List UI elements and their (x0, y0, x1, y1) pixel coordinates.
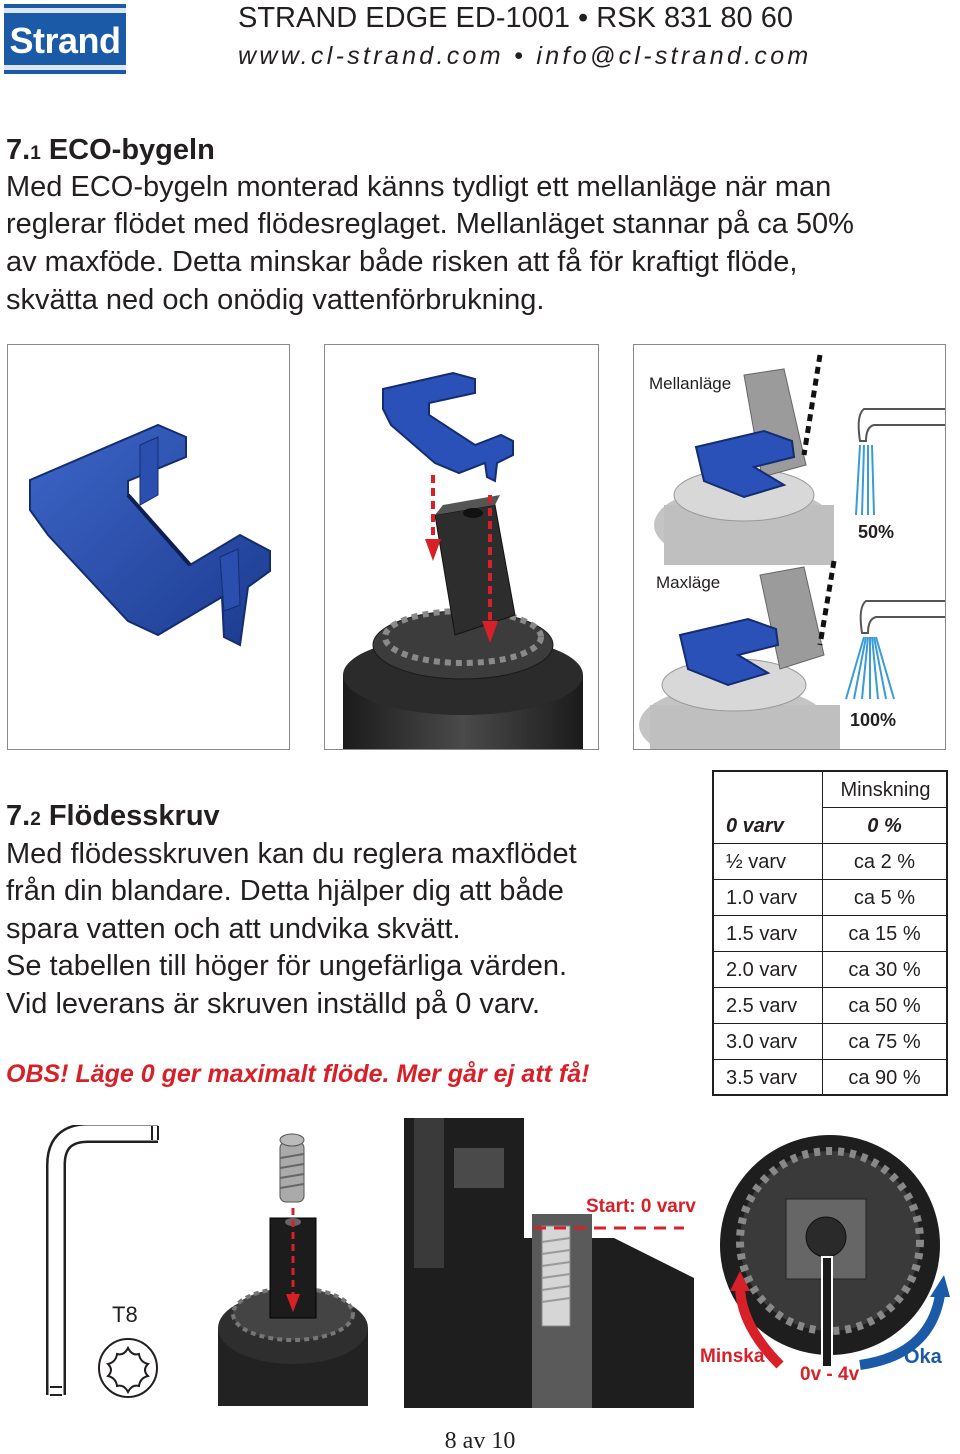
table-row: 3.5 varv ca 90 % (714, 1060, 946, 1096)
eco-clip-illustration (8, 345, 290, 750)
mid-position-percent: 50% (858, 522, 895, 542)
section-2-title: Flödesskruv (48, 800, 220, 832)
increase-label: Öka (904, 1346, 942, 1368)
section-2-line: Vid leverans är skruven inställd på 0 varv. (6, 988, 541, 1020)
obs-warning: OBS! Läge 0 ger maximalt flöde. Mer går ej att få! (6, 1060, 590, 1088)
section-1-title: ECO-bygeln (48, 134, 215, 166)
header-title: STRAND EDGE ED-1001 • RSK 831 80 60 (238, 2, 793, 34)
clip-insertion-image (324, 344, 599, 750)
eco-clip-image (7, 344, 290, 750)
position-comparison-image (633, 344, 946, 750)
position-comparison-illustration (634, 345, 946, 750)
page-number: 8 av 10 (444, 1428, 516, 1454)
section-1-heading: 7.1 ECO-bygeln (6, 134, 215, 166)
max-position-percent: 100% (850, 710, 897, 730)
section-1-line: reglerar flödet med flödesreglaget. Mellanläget stannar på ca 50% (6, 208, 854, 240)
table-header-reduction: Minskning (822, 772, 948, 808)
torx-icon (96, 1336, 160, 1400)
start-label: Start: 0 varv (586, 1196, 696, 1217)
max-position-label: Maxläge (656, 573, 721, 592)
strand-logo (4, 4, 126, 74)
table-row: 1.5 varv ca 15 % (714, 916, 946, 952)
section-2-line: från din blandare. Detta hjälper dig att både (6, 875, 564, 907)
section-2-heading: 7.2 Flödesskruv (6, 800, 220, 832)
cross-section-illustration (394, 1118, 694, 1408)
table-row: 1.0 varv ca 5 % (714, 880, 946, 916)
table-row: 2.5 varv ca 50 % (714, 988, 946, 1024)
range-label: 0v - 4v (800, 1364, 860, 1385)
flow-screw-illustration (218, 1128, 368, 1406)
section-1-line: av maxföde. Detta minskar både risken att få för kraftigt flöde, (6, 246, 798, 278)
decrease-label: Minska (700, 1346, 765, 1367)
logo-text: Strand (9, 20, 121, 61)
section-1-line: Med ECO-bygeln monterad känns tydligt ett mellanläge när man (6, 171, 832, 203)
header-contact: www.cl-strand.com • info@cl-strand.com (238, 42, 812, 70)
section-1-line: skvätta ned och onödig vattenförbrukning. (6, 284, 545, 316)
section-2-line: Se tabellen till höger för ungefärliga värden. (6, 950, 568, 982)
table-row: 0 varv 0 % (714, 808, 946, 844)
mid-position-label: Mellanläge (649, 374, 732, 393)
flow-reduction-table (712, 770, 948, 1096)
section-2-line: spara vatten och att undvika skvätt. (6, 913, 461, 945)
torx-size-label: T8 (112, 1302, 138, 1327)
clip-insertion-illustration (325, 345, 599, 750)
section-2-line: Med flödesskruven kan du reglera maxflödet (6, 838, 577, 870)
table-row: 2.0 varv ca 30 % (714, 952, 946, 988)
table-row: 3.0 varv ca 75 % (714, 1024, 946, 1060)
table-row: ½ varv ca 2 % (714, 844, 946, 880)
